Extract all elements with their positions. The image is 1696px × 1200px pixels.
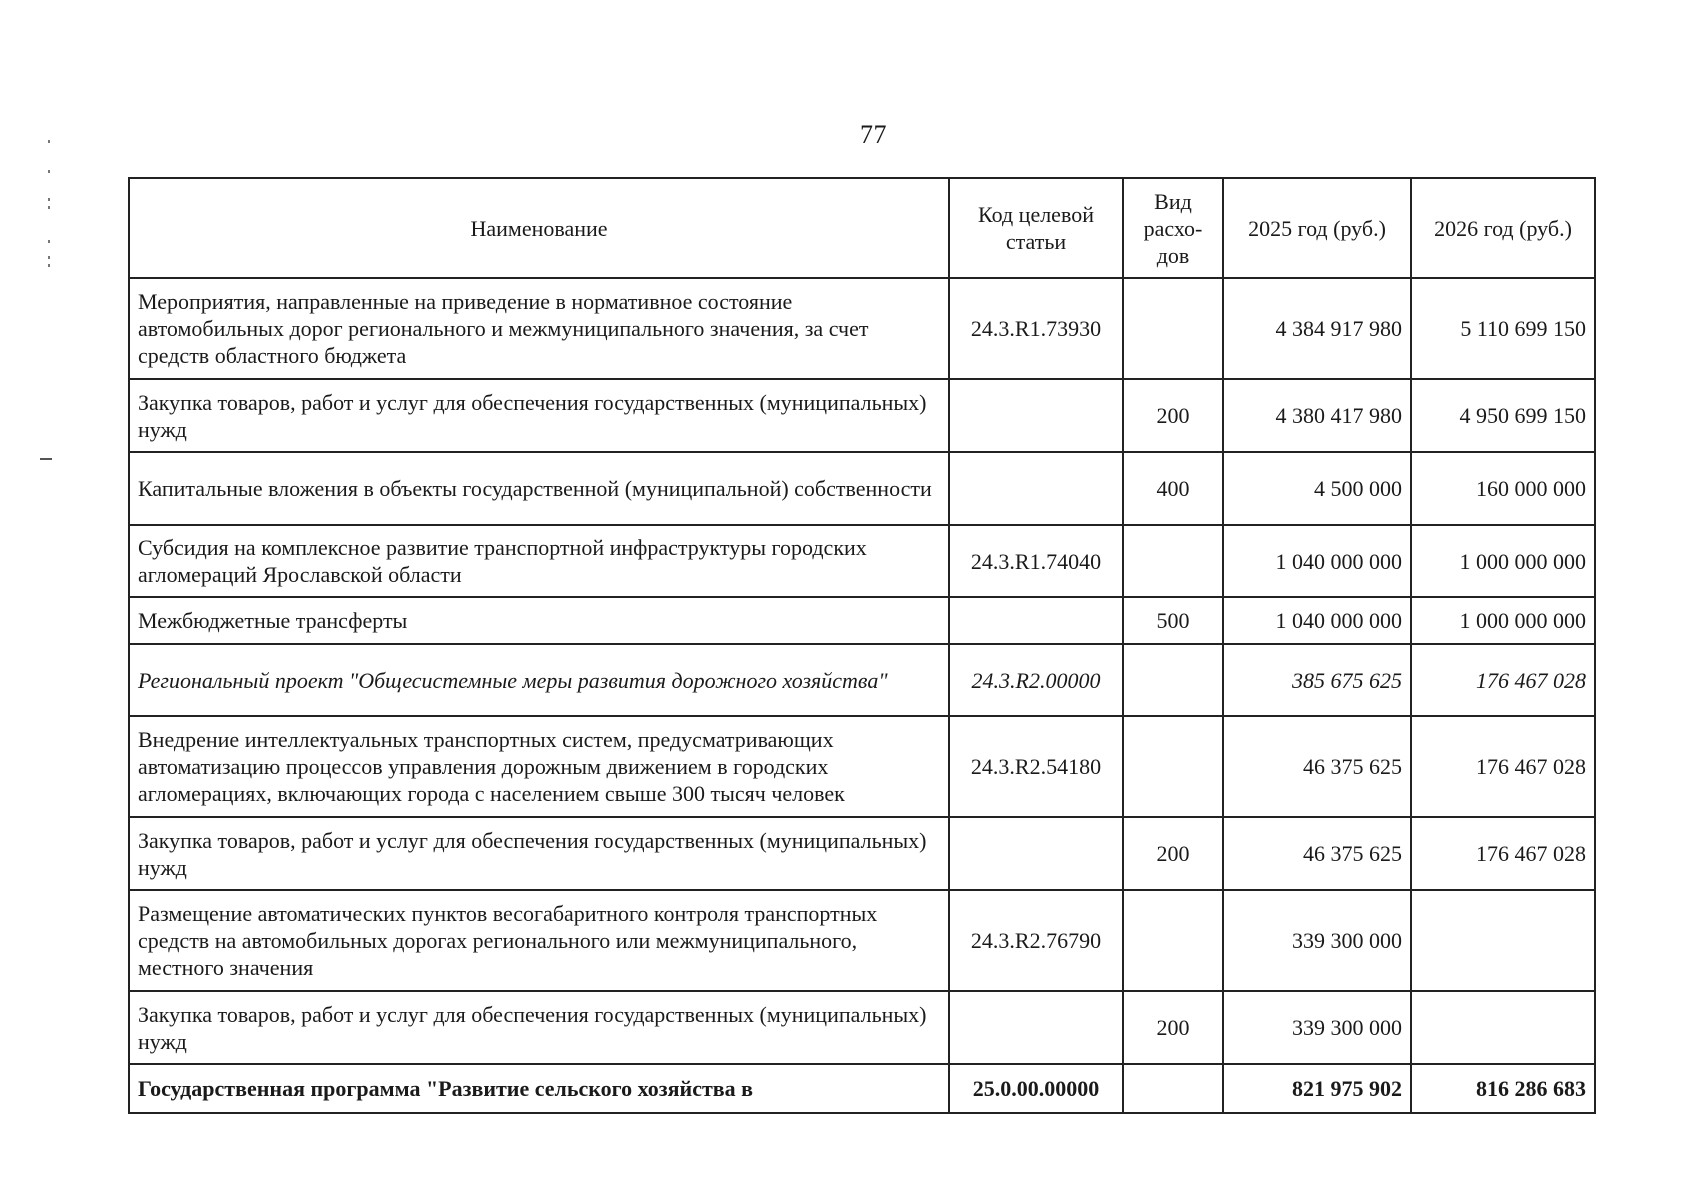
row-name-cell: Субсидия на комплексное развитие транспортной инфраструктуры городских агломераций Ярославской области — [129, 525, 949, 597]
row-type-cell — [1123, 716, 1223, 817]
table-row — [129, 379, 1595, 452]
header-code: Код целевой статьи — [949, 178, 1123, 278]
table-row — [129, 991, 1595, 1064]
header-type: Вид расхо- дов — [1123, 178, 1223, 278]
row-name-cell: Межбюджетные трансферты — [129, 597, 949, 644]
table-row — [129, 525, 1595, 597]
row-name-cell: Государственная программа "Развитие сельского хозяйства в — [129, 1064, 949, 1113]
header-2025: 2025 год (руб.) — [1223, 178, 1411, 278]
row-name-cell: Капитальные вложения в объекты государственной (муниципальной) собственности — [129, 452, 949, 525]
table-row — [129, 1064, 1595, 1113]
margin-scan-marks — [44, 140, 56, 470]
row-code-cell: 24.3.R2.54180 — [949, 716, 1123, 817]
table-body — [129, 278, 1595, 1113]
table-row — [129, 278, 1595, 379]
row-2025-cell: 339 300 000 — [1223, 890, 1411, 991]
table-row — [129, 817, 1595, 890]
row-2026-cell: 176 467 028 — [1411, 716, 1595, 817]
row-code-cell: 24.3.R2.76790 — [949, 890, 1123, 991]
row-code-cell — [949, 817, 1123, 890]
row-type-cell — [1123, 1064, 1223, 1113]
row-name-cell: Закупка товаров, работ и услуг для обеспечения государственных (муниципальных) нужд — [129, 817, 949, 890]
row-2026-cell: 176 467 028 — [1411, 644, 1595, 716]
budget-table — [128, 177, 1596, 1114]
row-2025-cell: 4 500 000 — [1223, 452, 1411, 525]
row-type-cell: 400 — [1123, 452, 1223, 525]
row-code-cell: 24.3.R2.00000 — [949, 644, 1123, 716]
row-name-cell: Мероприятия, направленные на приведение в нормативное состояние автомобильных дорог регионального и межмуниципального значения, за счет средств областного бюджета — [129, 278, 949, 379]
row-name-cell: Закупка товаров, работ и услуг для обеспечения государственных (муниципальных) нужд — [129, 379, 949, 452]
row-type-cell: 200 — [1123, 817, 1223, 890]
row-type-cell: 500 — [1123, 597, 1223, 644]
table-row — [129, 716, 1595, 817]
row-name-cell: Внедрение интеллектуальных транспортных систем, предусматривающих автоматизацию процессов управления дорожным движением в городских агломерациях, включающих города с населением свыше 300 тысяч человек — [129, 716, 949, 817]
table-row — [129, 452, 1595, 525]
row-2026-cell — [1411, 890, 1595, 991]
row-2025-cell: 821 975 902 — [1223, 1064, 1411, 1113]
header-name: Наименование — [129, 178, 949, 278]
row-code-cell: 24.3.R1.73930 — [949, 278, 1123, 379]
row-2026-cell: 4 950 699 150 — [1411, 379, 1595, 452]
row-2026-cell — [1411, 991, 1595, 1064]
row-2025-cell: 46 375 625 — [1223, 716, 1411, 817]
row-code-cell: 24.3.R1.74040 — [949, 525, 1123, 597]
row-2025-cell: 1 040 000 000 — [1223, 597, 1411, 644]
row-name-cell: Размещение автоматических пунктов весогабаритного контроля транспортных средств на автомобильных дорогах регионального или межмуниципального, местного значения — [129, 890, 949, 991]
row-type-cell — [1123, 890, 1223, 991]
row-type-cell — [1123, 644, 1223, 716]
row-2025-cell: 385 675 625 — [1223, 644, 1411, 716]
row-code-cell — [949, 379, 1123, 452]
row-2025-cell: 339 300 000 — [1223, 991, 1411, 1064]
row-code-cell — [949, 597, 1123, 644]
row-name-cell: Региональный проект "Общесистемные меры развития дорожного хозяйства" — [129, 644, 949, 716]
row-code-cell: 25.0.00.00000 — [949, 1064, 1123, 1113]
row-2025-cell: 4 384 917 980 — [1223, 278, 1411, 379]
row-code-cell — [949, 991, 1123, 1064]
table-header-row — [129, 178, 1595, 278]
row-type-cell: 200 — [1123, 379, 1223, 452]
page-number: 77 — [860, 120, 887, 149]
row-type-cell: 200 — [1123, 991, 1223, 1064]
row-2025-cell: 46 375 625 — [1223, 817, 1411, 890]
row-2026-cell: 1 000 000 000 — [1411, 597, 1595, 644]
row-2026-cell: 5 110 699 150 — [1411, 278, 1595, 379]
table-row — [129, 644, 1595, 716]
row-code-cell — [949, 452, 1123, 525]
row-2026-cell: 816 286 683 — [1411, 1064, 1595, 1113]
row-2026-cell: 176 467 028 — [1411, 817, 1595, 890]
table-row — [129, 890, 1595, 991]
table-row — [129, 597, 1595, 644]
row-2026-cell: 160 000 000 — [1411, 452, 1595, 525]
row-type-cell — [1123, 278, 1223, 379]
row-2025-cell: 4 380 417 980 — [1223, 379, 1411, 452]
header-2026: 2026 год (руб.) — [1411, 178, 1595, 278]
row-type-cell — [1123, 525, 1223, 597]
row-2025-cell: 1 040 000 000 — [1223, 525, 1411, 597]
row-2026-cell: 1 000 000 000 — [1411, 525, 1595, 597]
row-name-cell: Закупка товаров, работ и услуг для обеспечения государственных (муниципальных) нужд — [129, 991, 949, 1064]
